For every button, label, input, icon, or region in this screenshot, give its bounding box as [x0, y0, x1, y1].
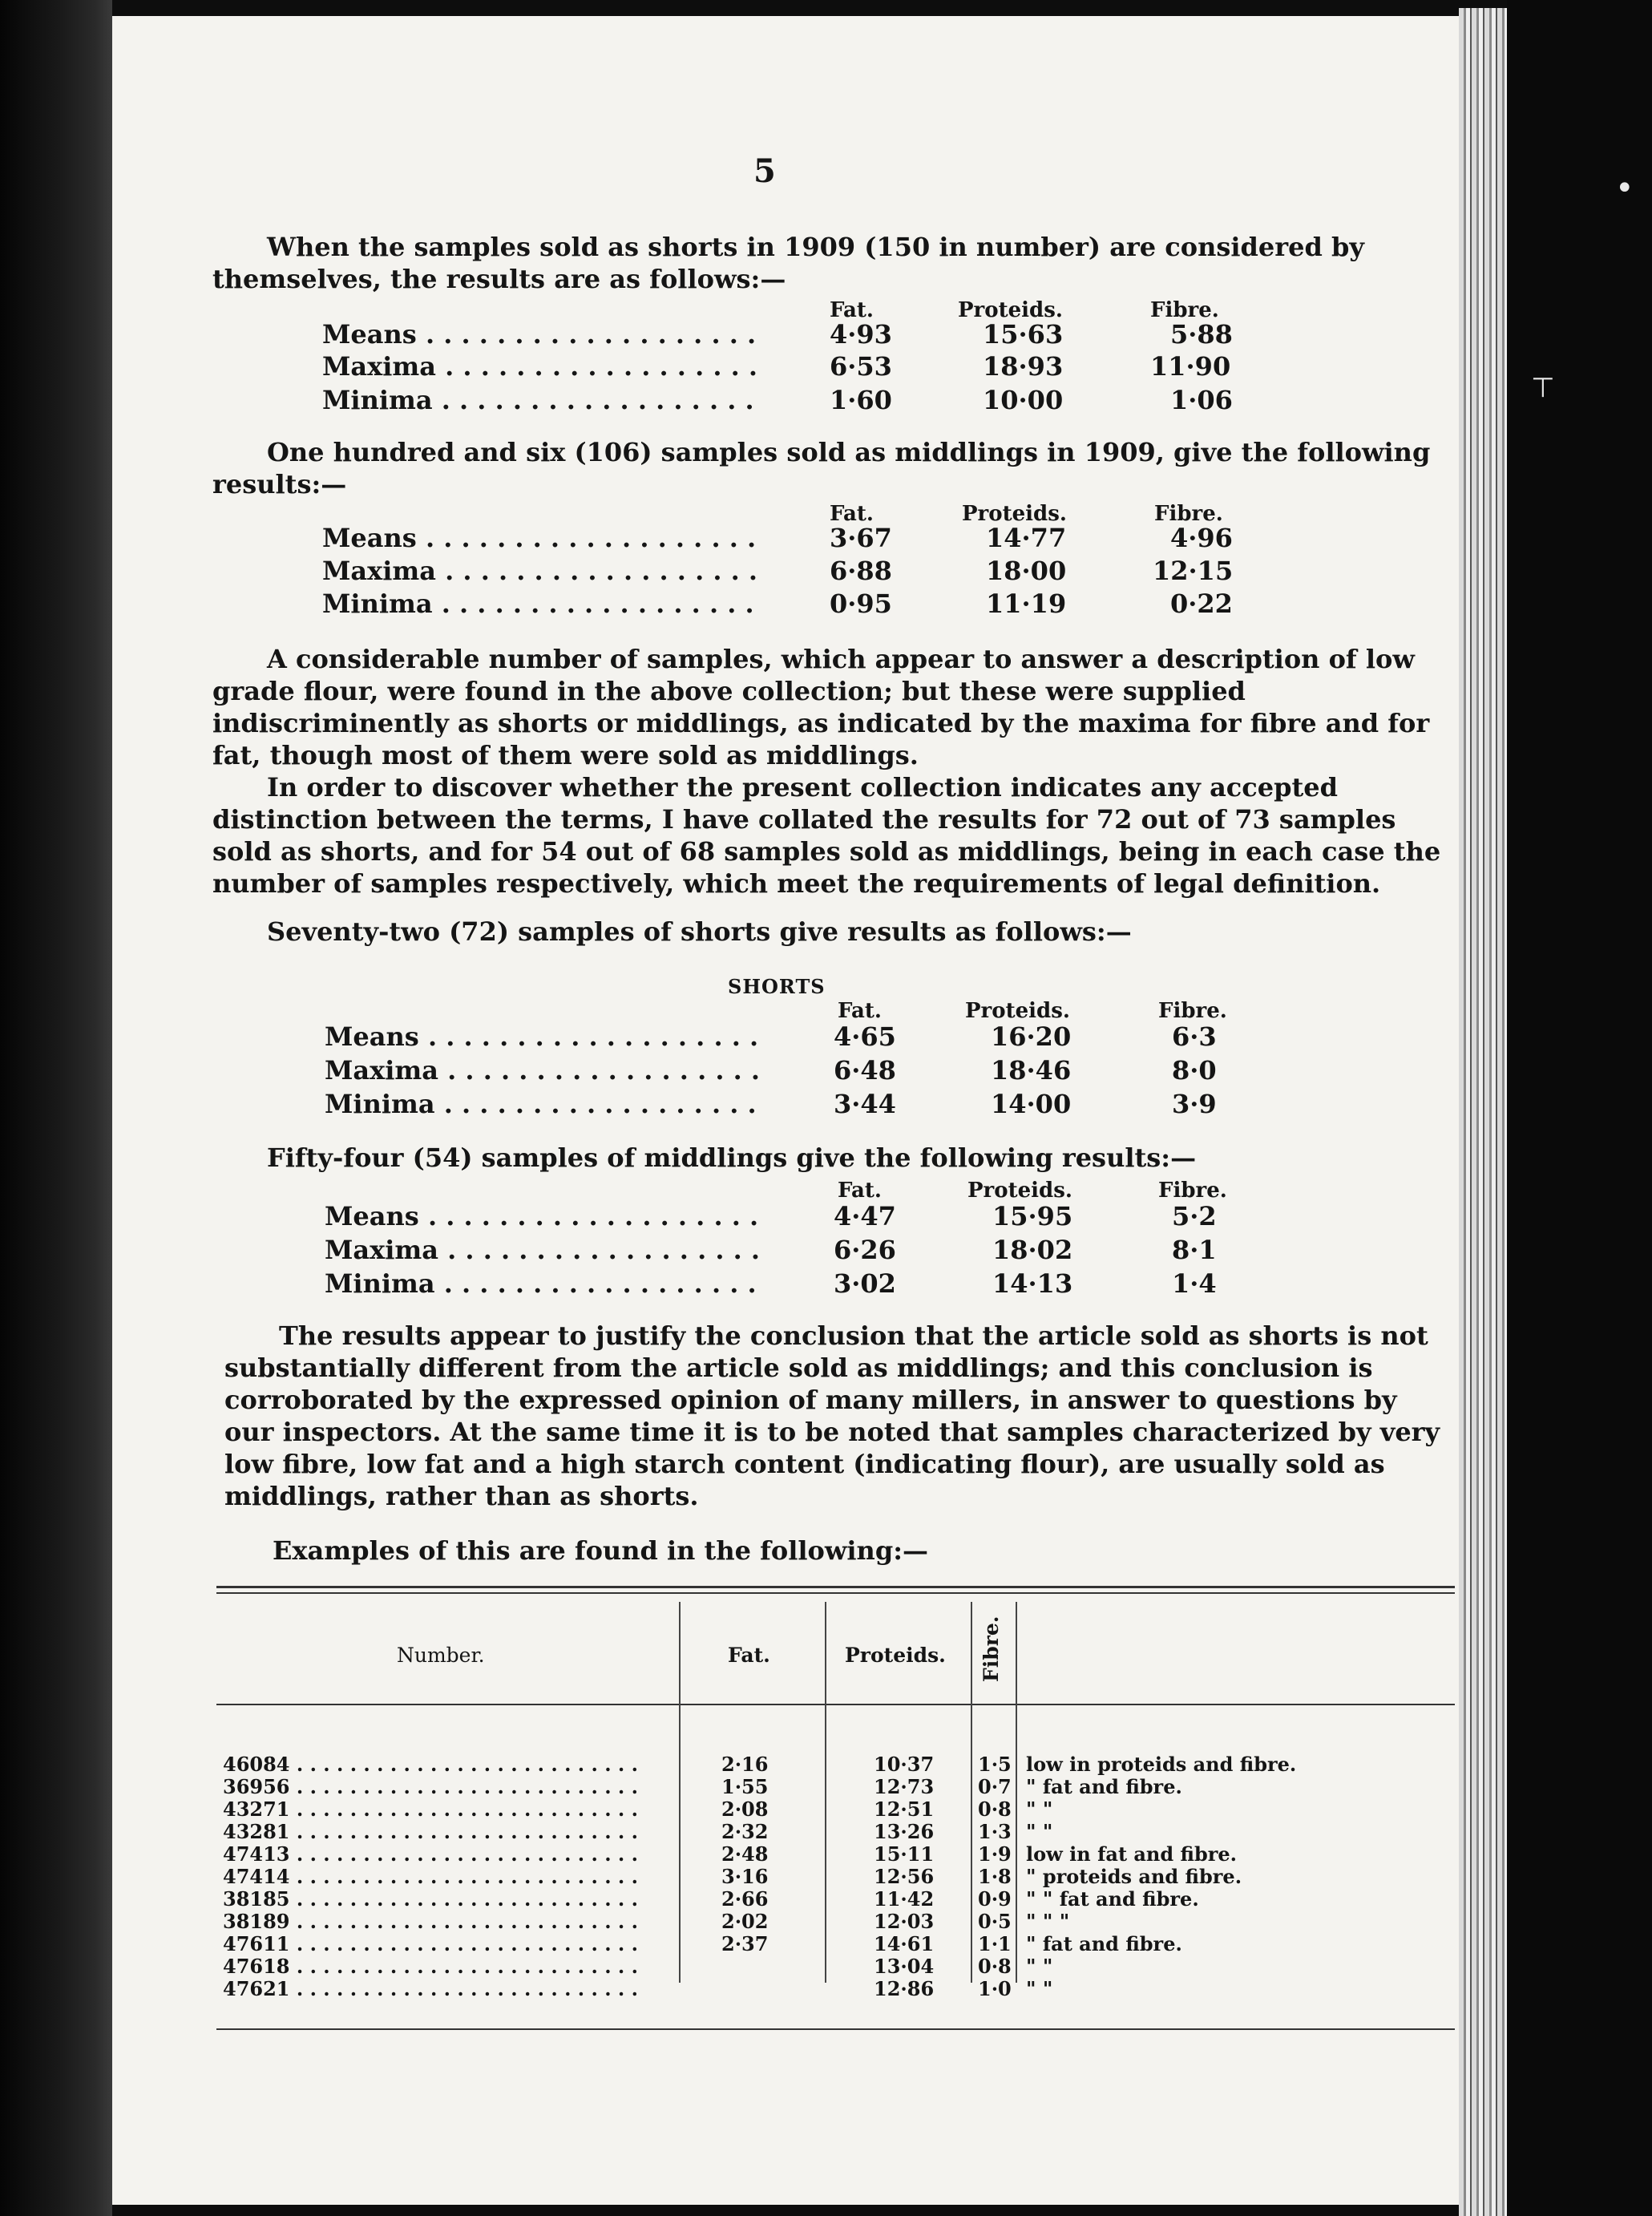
- value-fibre: 4·96: [1170, 523, 1233, 553]
- column-divider: [1016, 1602, 1017, 1983]
- fibre-value: 0·7: [978, 1775, 1012, 1798]
- proteids-value: 12·73: [874, 1775, 935, 1798]
- value-fibre: 0·22: [1170, 588, 1233, 619]
- remark: " ": [1026, 1955, 1053, 1978]
- fibre-value: 0·5: [978, 1910, 1012, 1933]
- column-header-fibre: Fibre.: [979, 1615, 1003, 1682]
- value-fat: 6·26: [834, 1235, 896, 1265]
- remark: " ": [1026, 1797, 1053, 1821]
- value-proteids: 14·77: [986, 523, 1067, 553]
- remark: " fat and fibre.: [1026, 1775, 1182, 1798]
- column-header-fat: Fat.: [728, 1644, 770, 1667]
- value-proteids: 14·00: [991, 1089, 1072, 1119]
- value-fibre: 8·0: [1172, 1055, 1217, 1086]
- paragraph-shorts-intro: Seventy-two (72) samples of shorts give results as follows:—: [267, 916, 1132, 947]
- fibre-value: 0·9: [978, 1887, 1012, 1911]
- proteids-value: 10·37: [874, 1753, 935, 1776]
- paragraph-collation: In order to discover whether the present collection indicates any accepted distinction between the terms, I have collated the results for 72 out of 73 samples sold as shorts, and for 54 out of 68 samples sold as middlings, being in each case the number of samples respectively, which meet the requirements of legal definition.: [212, 772, 1441, 899]
- header-fibre: Fibre.: [1154, 502, 1223, 526]
- header-proteids: Proteids.: [958, 298, 1063, 322]
- header-proteids: Proteids.: [967, 1179, 1072, 1203]
- paragraph-low-grade-flour: A considerable number of samples, which appear to answer a description of low grade flour, were found in the above collection; but these were supplied indiscriminently as shorts or middlings, as indicated by the maxima for fibre and for fat, though most of them were sold as middlings.: [212, 644, 1430, 770]
- row-label-minima: Minima . . . . . . . . . . . . . . . . . .: [322, 588, 754, 619]
- row-label-minima: Minima . . . . . . . . . . . . . . . . . .: [322, 385, 754, 415]
- fibre-value: 1·8: [978, 1865, 1012, 1888]
- remark: low in fat and fibre.: [1026, 1842, 1238, 1866]
- fat-value: 2·08: [721, 1797, 769, 1821]
- table-bottom-rule: [216, 2028, 1455, 2030]
- sample-number: 46084 . . . . . . . . . . . . . . . . . . . . . . . . . .: [223, 1753, 638, 1776]
- column-divider: [679, 1602, 681, 1983]
- proteids-value: 13·26: [874, 1820, 935, 1843]
- margin-mark: ⊤: [1531, 372, 1555, 404]
- value-fat: 0·95: [830, 588, 892, 619]
- value-proteids: 15·63: [983, 319, 1064, 350]
- fat-value: 2·32: [721, 1820, 769, 1843]
- page-edges-right: [1459, 8, 1507, 2216]
- value-fibre: 1·4: [1172, 1268, 1217, 1299]
- value-fibre: 3·9: [1172, 1089, 1217, 1119]
- value-proteids: 18·02: [992, 1235, 1073, 1265]
- table-top-rule: [216, 1592, 1455, 1594]
- document-page: [112, 16, 1459, 2205]
- row-label-maxima: Maxima . . . . . . . . . . . . . . . . . .: [325, 1055, 761, 1086]
- sample-number: 47618 . . . . . . . . . . . . . . . . . . . . . . . . . .: [223, 1955, 638, 1978]
- fat-value: 3·16: [721, 1865, 769, 1888]
- value-fat: 4·93: [830, 319, 892, 350]
- value-proteids: 11·19: [986, 588, 1067, 619]
- value-proteids: 15·95: [992, 1201, 1073, 1231]
- fibre-value: 0·8: [978, 1955, 1012, 1978]
- table-header-rule: [216, 1704, 1455, 1705]
- row-label-minima: Minima . . . . . . . . . . . . . . . . . .: [325, 1089, 757, 1119]
- header-fat: Fat.: [830, 502, 874, 526]
- value-fibre: 5·2: [1172, 1201, 1217, 1231]
- sample-number: 38189 . . . . . . . . . . . . . . . . . . . . . . . . . .: [223, 1910, 638, 1933]
- value-proteids: 14·13: [992, 1268, 1073, 1299]
- fibre-value: 1·1: [978, 1932, 1012, 1955]
- proteids-value: 14·61: [874, 1932, 935, 1955]
- remark: " fat and fibre.: [1026, 1932, 1182, 1955]
- sample-number: 47621 . . . . . . . . . . . . . . . . . . . . . . . . . .: [223, 1977, 638, 2000]
- header-fibre: Fibre.: [1150, 298, 1219, 322]
- column-divider: [825, 1602, 826, 1983]
- row-label-maxima: Maxima . . . . . . . . . . . . . . . . . .: [325, 1235, 761, 1265]
- sample-number: 43281 . . . . . . . . . . . . . . . . . . . . . . . . . .: [223, 1820, 638, 1843]
- fat-value: 2·48: [721, 1842, 769, 1866]
- table-top-rule: [216, 1586, 1455, 1588]
- row-label-means: Means . . . . . . . . . . . . . . . . . . .: [325, 1021, 759, 1052]
- paragraph-middlings-intro: Fifty-four (54) samples of middlings give the following results:—: [267, 1142, 1197, 1173]
- value-fat: 3·02: [834, 1268, 896, 1299]
- remark: low in proteids and fibre.: [1026, 1753, 1297, 1776]
- header-fat: Fat.: [838, 999, 882, 1023]
- remark: " ": [1026, 1820, 1053, 1843]
- column-header-proteids: Proteids.: [845, 1644, 946, 1667]
- fat-value: 2·16: [721, 1753, 769, 1776]
- margin-mark: •: [1615, 170, 1634, 207]
- fibre-value: 1·5: [978, 1753, 1012, 1776]
- row-label-means: Means . . . . . . . . . . . . . . . . . . .: [322, 523, 757, 553]
- value-proteids: 16·20: [991, 1021, 1072, 1052]
- row-label-maxima: Maxima . . . . . . . . . . . . . . . . . .: [322, 556, 758, 586]
- value-fibre: 1·06: [1170, 385, 1233, 415]
- book-spine-left: [0, 0, 112, 2216]
- proteids-value: 11·42: [874, 1887, 935, 1911]
- header-fat: Fat.: [830, 298, 874, 322]
- paragraph-middlings-1909: One hundred and six (106) samples sold as middlings in 1909, give the following results:—: [212, 437, 1431, 499]
- remark: " " ": [1026, 1910, 1070, 1933]
- value-fat: 4·65: [834, 1021, 896, 1052]
- header-fibre: Fibre.: [1158, 1179, 1227, 1203]
- proteids-value: 15·11: [874, 1842, 935, 1866]
- value-proteids: 10·00: [983, 385, 1064, 415]
- proteids-value: 12·86: [874, 1977, 935, 2000]
- proteids-value: 12·56: [874, 1865, 935, 1888]
- paragraph-conclusion: The results appear to justify the conclusion that the article sold as shorts is not substantially different from the article sold as middlings; and this conclusion is corroborated by the expressed opinion of many millers, in answer to questions by our inspectors. At the same time it is to be noted that samples characterized by very low fibre, low fat and a high starch content (indicating flour), are usually sold as middlings, rather than as shorts.: [224, 1320, 1440, 1511]
- fat-value: 2·66: [721, 1887, 769, 1911]
- paragraph-examples-intro: Examples of this are found in the following:—: [273, 1535, 928, 1566]
- column-divider: [971, 1602, 972, 1983]
- value-fat: 4·47: [834, 1201, 896, 1231]
- value-fat: 6·48: [834, 1055, 896, 1086]
- row-label-means: Means . . . . . . . . . . . . . . . . . . .: [325, 1201, 759, 1231]
- sample-number: 47611 . . . . . . . . . . . . . . . . . . . . . . . . . .: [223, 1932, 638, 1955]
- value-fibre: 6·3: [1172, 1021, 1217, 1052]
- fat-value: 2·02: [721, 1910, 769, 1933]
- value-fibre: 8·1: [1172, 1235, 1217, 1265]
- row-label-minima: Minima . . . . . . . . . . . . . . . . . .: [325, 1268, 757, 1299]
- text-block-discussion: [212, 643, 1447, 900]
- sample-number: 36956 . . . . . . . . . . . . . . . . . . . . . . . . . .: [223, 1775, 638, 1798]
- row-label-means: Means . . . . . . . . . . . . . . . . . . .: [322, 319, 757, 350]
- paragraph-shorts-1909: When the samples sold as shorts in 1909 (150 in number) are considered by themselves, the results are as follows:—: [212, 232, 1364, 294]
- value-fibre: 12·15: [1153, 556, 1234, 586]
- sample-number: 38185 . . . . . . . . . . . . . . . . . . . . . . . . . .: [223, 1887, 638, 1911]
- table-caption-shorts: SHORTS: [728, 975, 826, 998]
- header-proteids: Proteids.: [962, 502, 1067, 526]
- column-header-number: Number.: [397, 1644, 485, 1667]
- value-fat: 3·44: [834, 1089, 896, 1119]
- header-fat: Fat.: [838, 1179, 882, 1203]
- proteids-value: 13·04: [874, 1955, 935, 1978]
- fat-value: 1·55: [721, 1775, 769, 1798]
- value-proteids: 18·93: [983, 351, 1064, 382]
- header-proteids: Proteids.: [965, 999, 1070, 1023]
- value-fat: 3·67: [830, 523, 892, 553]
- fibre-value: 0·8: [978, 1797, 1012, 1821]
- value-fat: 1·60: [830, 385, 892, 415]
- proteids-value: 12·51: [874, 1797, 935, 1821]
- proteids-value: 12·03: [874, 1910, 935, 1933]
- sample-number: 47414 . . . . . . . . . . . . . . . . . . . . . . . . . .: [223, 1865, 638, 1888]
- value-fibre: 11·90: [1150, 351, 1231, 382]
- remark: " ": [1026, 1977, 1053, 2000]
- header-fibre: Fibre.: [1158, 999, 1227, 1023]
- remark: " " fat and fibre.: [1026, 1887, 1199, 1911]
- value-proteids: 18·00: [986, 556, 1067, 586]
- remark: " proteids and fibre.: [1026, 1865, 1242, 1888]
- scan-background-right: [1507, 0, 1652, 2216]
- sample-number: 43271 . . . . . . . . . . . . . . . . . . . . . . . . . .: [223, 1797, 638, 1821]
- page-number: 5: [753, 152, 776, 190]
- value-fat: 6·53: [830, 351, 892, 382]
- fibre-value: 1·0: [978, 1977, 1012, 2000]
- sample-number: 47413 . . . . . . . . . . . . . . . . . . . . . . . . . .: [223, 1842, 638, 1866]
- value-fibre: 5·88: [1170, 319, 1233, 350]
- fibre-value: 1·3: [978, 1820, 1012, 1843]
- value-fat: 6·88: [830, 556, 892, 586]
- row-label-maxima: Maxima . . . . . . . . . . . . . . . . . .: [322, 351, 758, 382]
- fibre-value: 1·9: [978, 1842, 1012, 1866]
- fat-value: 2·37: [721, 1932, 769, 1955]
- value-proteids: 18·46: [991, 1055, 1072, 1086]
